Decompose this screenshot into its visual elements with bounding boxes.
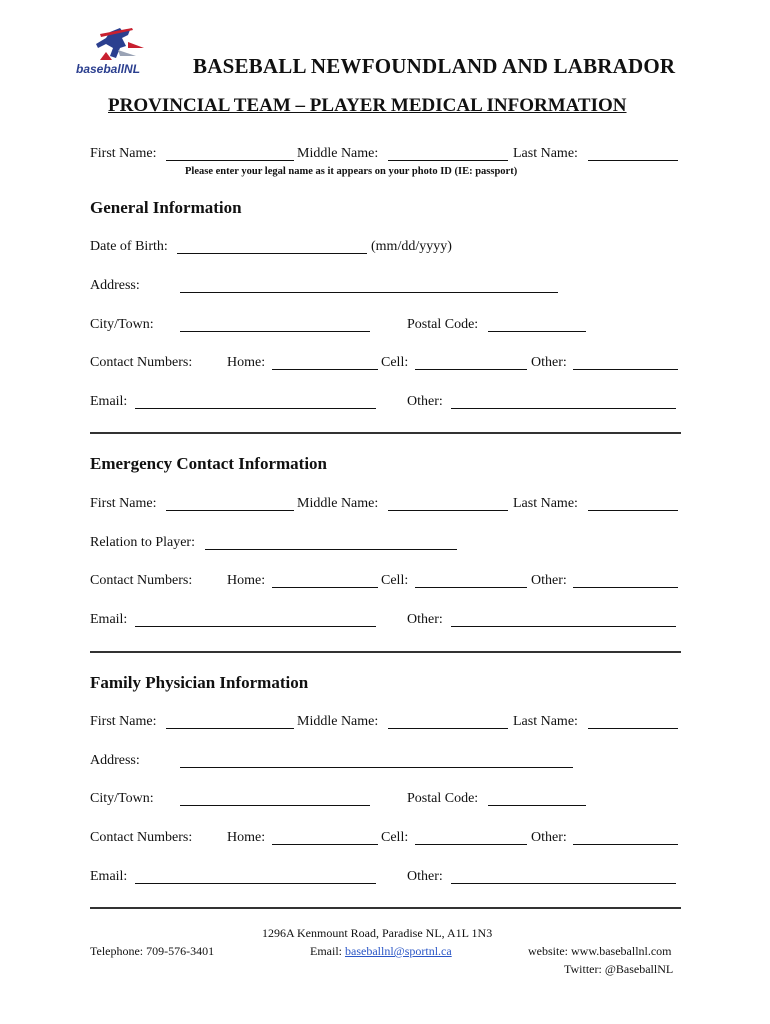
logo-wordmark: baseballNL <box>76 62 141 76</box>
dob-format-hint: (mm/dd/yyyy) <box>371 239 452 254</box>
physician-city-field[interactable] <box>180 791 370 806</box>
physician-home-field[interactable] <box>272 830 378 845</box>
city-field[interactable] <box>180 317 370 332</box>
postal-code-label: Postal Code: <box>407 317 479 332</box>
physician-last-name-field[interactable] <box>588 714 678 729</box>
player-last-name-field[interactable] <box>588 146 678 161</box>
emergency-email-label: Email: <box>90 612 128 627</box>
general-info-heading: General Information <box>90 198 242 217</box>
physician-email-other-label: Other: <box>407 869 443 884</box>
email-other-field[interactable] <box>451 394 676 409</box>
emergency-home-label: Home: <box>227 573 266 588</box>
emergency-cell-label: Cell: <box>381 573 409 588</box>
home-phone-field[interactable] <box>272 355 378 370</box>
emergency-cell-field[interactable] <box>415 573 527 588</box>
physician-first-name-field[interactable] <box>166 714 294 729</box>
form-title: PROVINCIAL TEAM – PLAYER MEDICAL INFORMATION <box>108 95 627 116</box>
emergency-home-field[interactable] <box>272 573 378 588</box>
organization-title: BASEBALL NEWFOUNDLAND AND LABRADOR <box>193 54 676 78</box>
postal-code-field[interactable] <box>488 317 586 332</box>
emergency-other-label: Other: <box>531 573 567 588</box>
relation-field[interactable] <box>205 535 457 550</box>
logo <box>70 26 154 80</box>
legal-name-note: Please enter your legal name as it appears on your photo ID (IE: passport) <box>185 166 518 177</box>
emergency-middle-name-label: Middle Name: <box>297 496 379 511</box>
physician-contact-numbers-label: Contact Numbers: <box>90 830 193 845</box>
footer-email-link[interactable]: baseballnl@sportnl.ca <box>345 944 452 958</box>
player-last-name-label: Last Name: <box>513 146 578 161</box>
footer-address: 1296A Kenmount Road, Paradise NL, A1L 1N3 <box>262 926 493 940</box>
physician-first-name-label: First Name: <box>90 714 157 729</box>
cell-phone-label: Cell: <box>381 355 409 370</box>
physician-heading: Family Physician Information <box>90 673 309 692</box>
physician-other-field[interactable] <box>573 830 678 845</box>
emergency-email-other-field[interactable] <box>451 612 676 627</box>
physician-city-label: City/Town: <box>90 791 154 806</box>
player-first-name-field[interactable] <box>166 146 294 161</box>
email-field[interactable] <box>135 394 376 409</box>
physician-cell-field[interactable] <box>415 830 527 845</box>
physician-address-label: Address: <box>90 753 140 768</box>
physician-email-field[interactable] <box>135 869 376 884</box>
physician-middle-name-label: Middle Name: <box>297 714 379 729</box>
footer-divider <box>90 907 681 909</box>
physician-postal-label: Postal Code: <box>407 791 479 806</box>
emergency-contact-numbers-label: Contact Numbers: <box>90 573 193 588</box>
footer-email-label: Email: <box>310 944 342 958</box>
physician-email-label: Email: <box>90 869 128 884</box>
emergency-contact-heading: Emergency Contact Information <box>90 454 328 473</box>
emergency-other-field[interactable] <box>573 573 678 588</box>
emergency-first-name-label: First Name: <box>90 496 157 511</box>
player-middle-name-field[interactable] <box>388 146 508 161</box>
city-label: City/Town: <box>90 317 154 332</box>
emergency-last-name-field[interactable] <box>588 496 678 511</box>
dob-label: Date of Birth: <box>90 239 168 254</box>
other-phone-field[interactable] <box>573 355 678 370</box>
dob-field[interactable] <box>177 239 367 254</box>
physician-address-field[interactable] <box>180 753 573 768</box>
email-other-label: Other: <box>407 394 443 409</box>
home-phone-label: Home: <box>227 355 266 370</box>
footer-website[interactable]: website: www.baseballnl.com <box>528 944 672 958</box>
physician-cell-label: Cell: <box>381 830 409 845</box>
section-divider <box>90 432 681 434</box>
physician-other-label: Other: <box>531 830 567 845</box>
address-field[interactable] <box>180 278 558 293</box>
email-label: Email: <box>90 394 128 409</box>
address-label: Address: <box>90 278 140 293</box>
cell-phone-field[interactable] <box>415 355 527 370</box>
emergency-email-field[interactable] <box>135 612 376 627</box>
footer-telephone: Telephone: 709-576-3401 <box>90 944 215 958</box>
physician-email-other-field[interactable] <box>451 869 676 884</box>
physician-last-name-label: Last Name: <box>513 714 578 729</box>
physician-postal-field[interactable] <box>488 791 586 806</box>
player-middle-name-label: Middle Name: <box>297 146 379 161</box>
physician-middle-name-field[interactable] <box>388 714 508 729</box>
emergency-email-other-label: Other: <box>407 612 443 627</box>
physician-home-label: Home: <box>227 830 266 845</box>
footer-twitter[interactable]: Twitter: @BaseballNL <box>564 962 674 976</box>
contact-numbers-label: Contact Numbers: <box>90 355 193 370</box>
other-phone-label: Other: <box>531 355 567 370</box>
player-first-name-label: First Name: <box>90 146 157 161</box>
footer-email <box>310 944 452 958</box>
section-divider <box>90 651 681 653</box>
emergency-middle-name-field[interactable] <box>388 496 508 511</box>
emergency-first-name-field[interactable] <box>166 496 294 511</box>
emergency-last-name-label: Last Name: <box>513 496 578 511</box>
relation-label: Relation to Player: <box>90 535 195 550</box>
